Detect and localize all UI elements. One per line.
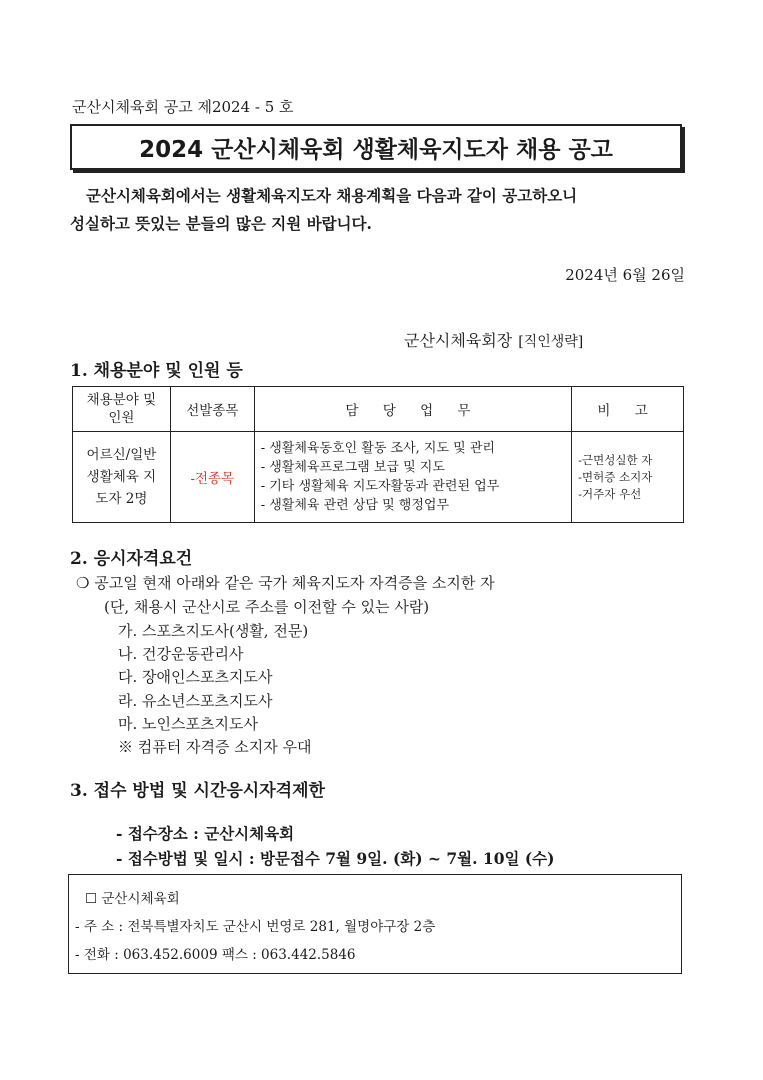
note-item: -근면성실한 자	[578, 452, 653, 467]
cell-notes	[572, 432, 684, 523]
signer-stamp: [직인생략]	[518, 334, 584, 350]
notice-date: 2024년 6월 26일	[565, 266, 685, 284]
signer-name: 군산시체육회장	[404, 331, 513, 350]
notice-number: 군산시체육회 공고 제2024 - 5 호	[72, 98, 294, 116]
qualification-item: 나. 건강운동관리사	[118, 645, 244, 663]
contact-org: ☐ 군산시체육회	[85, 891, 180, 907]
qualification-condition: (단, 채용시 군산시로 주소를 이전할 수 있는 사람)	[104, 598, 430, 616]
header-notes: 비 고	[572, 387, 684, 432]
header-field: 채용분야 및 인원	[73, 387, 171, 432]
application-place: - 접수장소 : 군산시체육회	[116, 824, 295, 843]
intro-text-line2: 성실하고 뜻있는 분들의 많은 지원 바랍니다.	[70, 214, 372, 233]
signer	[404, 328, 583, 351]
intro-text-line1: 군산시체육회에서는 생활체육지도자 채용계획을 다음과 같이 공고하오니	[86, 186, 578, 205]
note-item: -거주자 우선	[578, 486, 642, 501]
cell-sport: -전종목	[170, 432, 254, 523]
qualification-item: 마. 노인스포츠지도사	[118, 715, 258, 733]
duty-item: - 생활체육프로그램 보급 및 지도	[260, 460, 445, 475]
duty-item: - 생활체육동호인 활동 조사, 지도 및 관리	[260, 441, 495, 456]
recruitment-table	[72, 386, 684, 523]
table-row	[73, 432, 684, 523]
duty-item: - 생활체육 관련 상담 및 행정업무	[260, 498, 450, 513]
note-item: -면허증 소지자	[578, 469, 653, 484]
qualification-item: 라. 유소년스포츠지도사	[118, 692, 273, 710]
duty-item: - 기타 생활체육 지도자활동과 관련된 업무	[260, 479, 500, 494]
table-header-row	[73, 387, 684, 432]
contact-box	[68, 874, 682, 974]
header-duties: 담 당 업 무	[254, 387, 571, 432]
contact-address: - 주 소 : 전북특별자치도 군산시 번영로 281, 월명야구장 2층	[75, 919, 436, 935]
header-sport: 선발종목	[170, 387, 254, 432]
qualification-preference-note: ※ 컴퓨터 자격증 소지자 우대	[118, 738, 312, 756]
contact-phone: - 전화 : 063.452.6009 팩스 : 063.442.5846	[75, 947, 356, 963]
qualification-item: 다. 장애인스포츠지도사	[118, 668, 273, 686]
section-3-heading: 3. 접수 방법 및 시간응시자격제한	[70, 781, 325, 801]
application-method-time: - 접수방법 및 일시 : 방문접수 7월 9일. (화) ~ 7월. 10일 (수)	[116, 849, 555, 868]
cell-duties	[254, 432, 571, 523]
cell-field: 어르신/일반 생활체육 지도자 2명	[73, 432, 171, 523]
section-2-heading: 2. 응시자격요건	[70, 549, 193, 569]
qualification-item: 가. 스포츠지도사(생활, 전문)	[118, 622, 309, 640]
qualification-intro: ❍ 공고일 현재 아래와 같은 국가 체육지도자 자격증을 소지한 자	[76, 574, 495, 592]
page-title: 2024 군산시체육회 생활체육지도자 채용 공고	[70, 124, 682, 170]
section-1-heading: 1. 채용분야 및 인원 등	[70, 361, 243, 381]
